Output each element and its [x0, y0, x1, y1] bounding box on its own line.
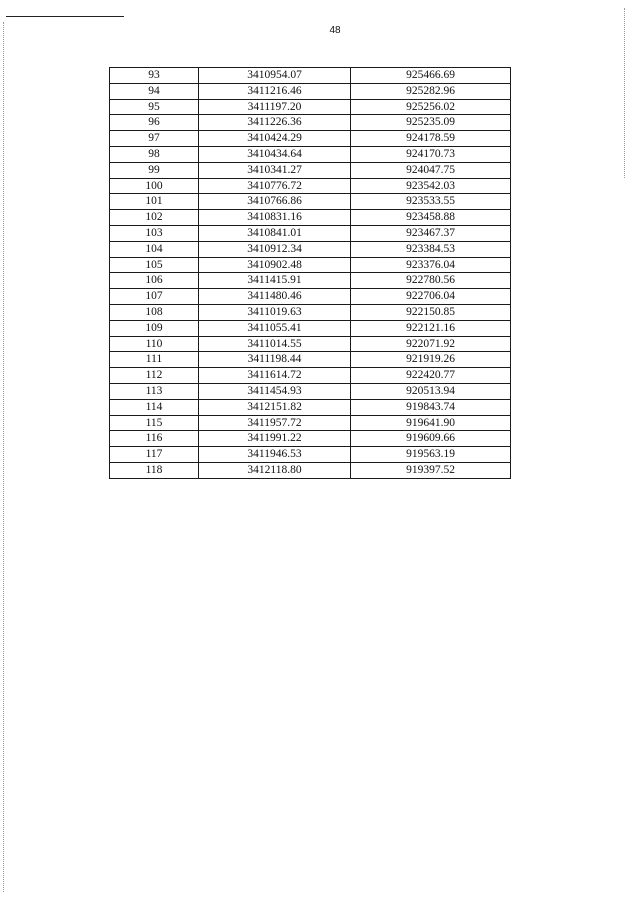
table-row: [110, 304, 511, 320]
x-coordinate-cell: 3411480.46: [199, 289, 351, 305]
y-coordinate-cell: 919563.19: [351, 447, 511, 463]
page-number: 48: [329, 25, 341, 36]
point-number-cell: 109: [110, 320, 199, 336]
x-coordinate-cell: 3411454.93: [199, 383, 351, 399]
x-coordinate-cell: 3410776.72: [199, 178, 351, 194]
coordinates-table-body: [110, 68, 511, 479]
table-row: [110, 273, 511, 289]
y-coordinate-cell: 925256.02: [351, 99, 511, 115]
point-number-cell: 115: [110, 415, 199, 431]
x-coordinate-cell: 3411226.36: [199, 115, 351, 131]
header-rule: [6, 16, 124, 17]
point-number-cell: 118: [110, 462, 199, 478]
point-number-cell: 94: [110, 83, 199, 99]
y-coordinate-cell: 923458.88: [351, 210, 511, 226]
table-row: [110, 447, 511, 463]
table-row: [110, 383, 511, 399]
point-number-cell: 97: [110, 131, 199, 147]
table-row: [110, 83, 511, 99]
y-coordinate-cell: 924178.59: [351, 131, 511, 147]
table-row: [110, 399, 511, 415]
y-coordinate-cell: 920513.94: [351, 383, 511, 399]
table-row: [110, 241, 511, 257]
table-row: [110, 210, 511, 226]
x-coordinate-cell: 3410902.48: [199, 257, 351, 273]
y-coordinate-cell: 924047.75: [351, 162, 511, 178]
y-coordinate-cell: 922420.77: [351, 368, 511, 384]
y-coordinate-cell: 925235.09: [351, 115, 511, 131]
table-row: [110, 320, 511, 336]
table-row: [110, 336, 511, 352]
table-row: [110, 194, 511, 210]
point-number-cell: 112: [110, 368, 199, 384]
point-number-cell: 96: [110, 115, 199, 131]
table-row: [110, 115, 511, 131]
y-coordinate-cell: 922780.56: [351, 273, 511, 289]
point-number-cell: 110: [110, 336, 199, 352]
y-coordinate-cell: 923533.55: [351, 194, 511, 210]
x-coordinate-cell: 3411946.53: [199, 447, 351, 463]
y-coordinate-cell: 919397.52: [351, 462, 511, 478]
y-coordinate-cell: 922706.04: [351, 289, 511, 305]
table-row: [110, 178, 511, 194]
x-coordinate-cell: 3411197.20: [199, 99, 351, 115]
table-row: [110, 68, 511, 84]
point-number-cell: 100: [110, 178, 199, 194]
y-coordinate-cell: 919843.74: [351, 399, 511, 415]
x-coordinate-cell: 3411019.63: [199, 304, 351, 320]
table-row: [110, 462, 511, 478]
point-number-cell: 99: [110, 162, 199, 178]
y-coordinate-cell: 925466.69: [351, 68, 511, 84]
table-row: [110, 131, 511, 147]
table-row: [110, 162, 511, 178]
left-scan-edge: [3, 22, 4, 892]
y-coordinate-cell: 923376.04: [351, 257, 511, 273]
y-coordinate-cell: 923542.03: [351, 178, 511, 194]
x-coordinate-cell: 3410341.27: [199, 162, 351, 178]
table-row: [110, 225, 511, 241]
x-coordinate-cell: 3412118.80: [199, 462, 351, 478]
point-number-cell: 114: [110, 399, 199, 415]
x-coordinate-cell: 3410954.07: [199, 68, 351, 84]
x-coordinate-cell: 3411055.41: [199, 320, 351, 336]
point-number-cell: 101: [110, 194, 199, 210]
x-coordinate-cell: 3411216.46: [199, 83, 351, 99]
point-number-cell: 103: [110, 225, 199, 241]
point-number-cell: 93: [110, 68, 199, 84]
x-coordinate-cell: 3412151.82: [199, 399, 351, 415]
x-coordinate-cell: 3411415.91: [199, 273, 351, 289]
x-coordinate-cell: 3410434.64: [199, 146, 351, 162]
y-coordinate-cell: 919609.66: [351, 431, 511, 447]
x-coordinate-cell: 3411957.72: [199, 415, 351, 431]
point-number-cell: 104: [110, 241, 199, 257]
x-coordinate-cell: 3410831.16: [199, 210, 351, 226]
point-number-cell: 102: [110, 210, 199, 226]
y-coordinate-cell: 923467.37: [351, 225, 511, 241]
x-coordinate-cell: 3410912.34: [199, 241, 351, 257]
x-coordinate-cell: 3411014.55: [199, 336, 351, 352]
y-coordinate-cell: 923384.53: [351, 241, 511, 257]
point-number-cell: 117: [110, 447, 199, 463]
point-number-cell: 111: [110, 352, 199, 368]
coordinates-table: [109, 67, 511, 479]
table-row: [110, 431, 511, 447]
y-coordinate-cell: 922121.16: [351, 320, 511, 336]
point-number-cell: 107: [110, 289, 199, 305]
point-number-cell: 106: [110, 273, 199, 289]
table-row: [110, 415, 511, 431]
point-number-cell: 113: [110, 383, 199, 399]
table-row: [110, 146, 511, 162]
y-coordinate-cell: 924170.73: [351, 146, 511, 162]
table-row: [110, 257, 511, 273]
x-coordinate-cell: 3410841.01: [199, 225, 351, 241]
point-number-cell: 108: [110, 304, 199, 320]
y-coordinate-cell: 925282.96: [351, 83, 511, 99]
y-coordinate-cell: 919641.90: [351, 415, 511, 431]
point-number-cell: 98: [110, 146, 199, 162]
point-number-cell: 95: [110, 99, 199, 115]
table-row: [110, 368, 511, 384]
y-coordinate-cell: 922071.92: [351, 336, 511, 352]
x-coordinate-cell: 3411198.44: [199, 352, 351, 368]
table-row: [110, 352, 511, 368]
y-coordinate-cell: 921919.26: [351, 352, 511, 368]
x-coordinate-cell: 3411614.72: [199, 368, 351, 384]
y-coordinate-cell: 922150.85: [351, 304, 511, 320]
point-number-cell: 105: [110, 257, 199, 273]
table-row: [110, 289, 511, 305]
x-coordinate-cell: 3410424.29: [199, 131, 351, 147]
x-coordinate-cell: 3411991.22: [199, 431, 351, 447]
point-number-cell: 116: [110, 431, 199, 447]
x-coordinate-cell: 3410766.86: [199, 194, 351, 210]
table-row: [110, 99, 511, 115]
